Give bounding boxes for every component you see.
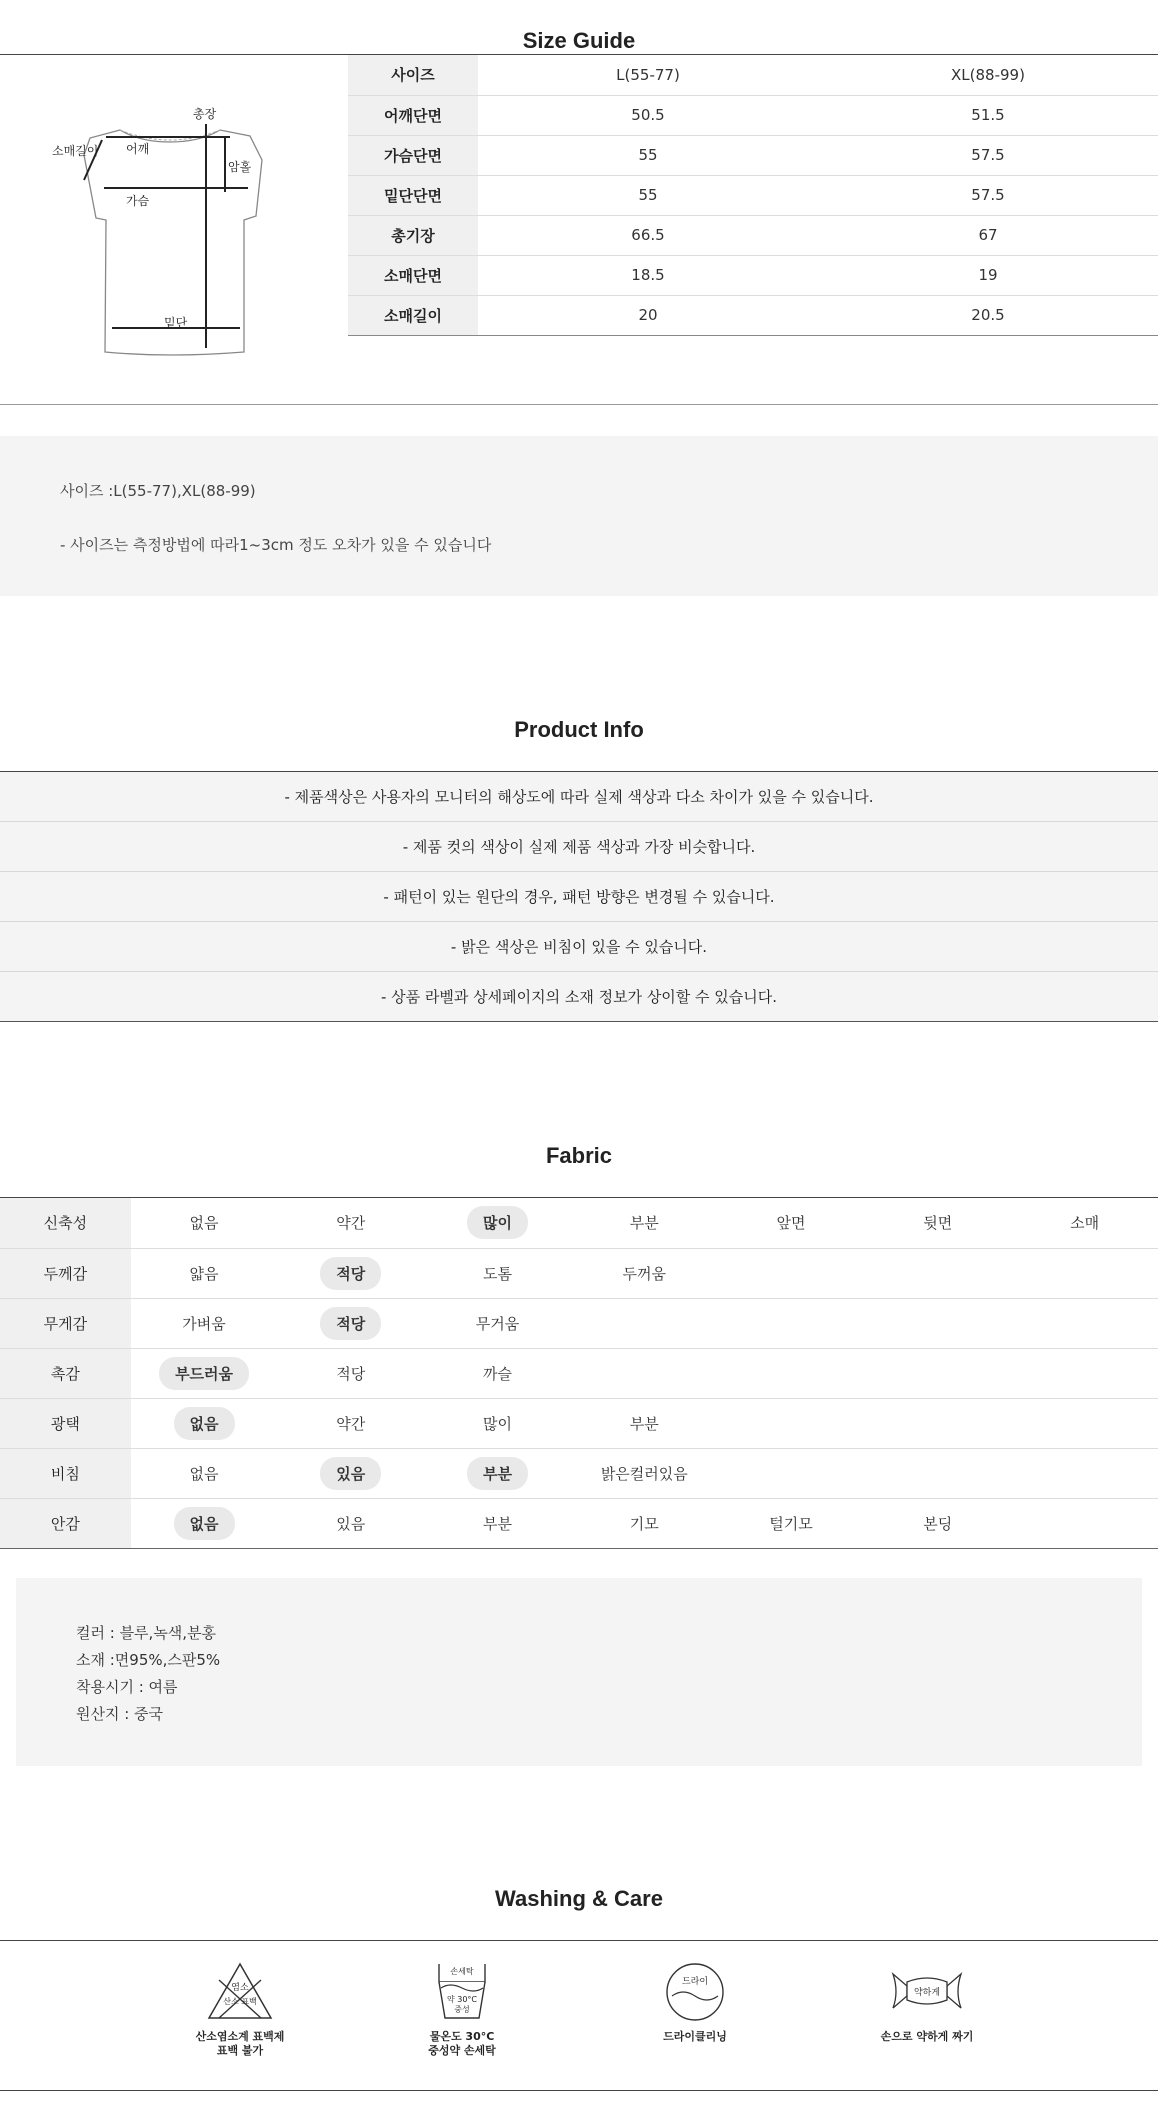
fabric-option-selected: 없음 bbox=[174, 1507, 235, 1540]
size-note: - 사이즈는 측정방법에 따라1~3cm 정도 오차가 있을 수 있습니다 bbox=[60, 536, 492, 554]
hand-wash-icon-text: 손세탁 bbox=[450, 1967, 474, 1976]
fabric-row bbox=[0, 1248, 1158, 1298]
fabric-option: 부분 bbox=[629, 1414, 659, 1433]
label-total-length: 총장 bbox=[193, 107, 217, 121]
fabric-option-cell bbox=[718, 1398, 865, 1448]
fabric-row bbox=[0, 1198, 1158, 1248]
table-row-label: 소매단면 bbox=[348, 255, 478, 295]
table-cell: 55 bbox=[478, 135, 818, 175]
fabric-row-label: 광택 bbox=[0, 1398, 131, 1448]
fabric-option-cell bbox=[1011, 1198, 1158, 1248]
table-row bbox=[348, 55, 1158, 95]
hand-wash-icon-text: 약 30°C bbox=[446, 1995, 478, 2004]
table-header-cell: XL(88-99) bbox=[818, 55, 1158, 95]
wash-label: 손으로 약하게 짜기 bbox=[880, 2030, 974, 2043]
fabric-option-cell bbox=[571, 1348, 718, 1398]
fabric-option: 부분 bbox=[629, 1214, 659, 1233]
table-cell: 18.5 bbox=[478, 255, 818, 295]
wash-item-hand-wash bbox=[382, 1960, 542, 2058]
washing-title: Washing & Care bbox=[495, 1886, 663, 1911]
fabric-option: 앞면 bbox=[776, 1214, 806, 1233]
fabric-row-label: 촉감 bbox=[0, 1348, 131, 1398]
product-info-line: - 밝은 색상은 비침이 있을 수 있습니다. bbox=[0, 922, 1158, 972]
fabric-option-cell bbox=[424, 1498, 571, 1548]
fabric-option-cell bbox=[277, 1448, 424, 1498]
fabric-option-cell bbox=[718, 1498, 865, 1548]
gentle-wring-icon-text: 약하게 bbox=[913, 1988, 941, 1998]
fabric-option-cell bbox=[864, 1248, 1011, 1298]
wash-item-dry-clean bbox=[615, 1960, 775, 2044]
fabric-option-cell bbox=[864, 1298, 1011, 1348]
fabric-option: 부분 bbox=[483, 1514, 513, 1533]
fabric-option-selected: 많이 bbox=[467, 1206, 528, 1239]
fabric-details-box bbox=[16, 1578, 1142, 1766]
fabric-option: 약간 bbox=[336, 1214, 366, 1233]
label-chest: 가슴 bbox=[126, 194, 150, 208]
table-row bbox=[348, 295, 1158, 335]
fabric-option-cell bbox=[424, 1298, 571, 1348]
wash-label: 물온도 30°C bbox=[429, 2030, 495, 2043]
fabric-option-cell bbox=[131, 1448, 278, 1498]
fabric-option: 적당 bbox=[336, 1364, 366, 1383]
fabric-option-cell bbox=[1011, 1498, 1158, 1548]
table-cell: 67 bbox=[818, 215, 1158, 255]
product-info-line: - 상품 라벨과 상세페이지의 소재 정보가 상이할 수 있습니다. bbox=[0, 972, 1158, 1022]
fabric-option-cell bbox=[424, 1448, 571, 1498]
table-cell: 55 bbox=[478, 175, 818, 215]
fabric-option: 얇음 bbox=[189, 1264, 219, 1283]
label-armhole: 암홀 bbox=[228, 160, 252, 174]
fabric-option-cell bbox=[277, 1248, 424, 1298]
fabric-option: 가벼움 bbox=[182, 1314, 226, 1333]
product-info-line: - 패턴이 있는 원단의 경우, 패턴 방향은 변경될 수 있습니다. bbox=[0, 872, 1158, 922]
product-info-line: - 제품 컷의 색상이 실제 제품 색상과 가장 비슷합니다. bbox=[0, 822, 1158, 872]
fabric-option: 기모 bbox=[629, 1514, 659, 1533]
fabric-option: 없음 bbox=[189, 1214, 219, 1233]
fabric-option-cell bbox=[571, 1198, 718, 1248]
hand-wash-icon-text: 중성 bbox=[454, 2005, 470, 2014]
label-sleeve-length: 소매길이 bbox=[52, 144, 99, 158]
fabric-option: 많이 bbox=[483, 1414, 513, 1433]
wash-label: 중성약 손세탁 bbox=[428, 2044, 496, 2057]
fabric-option-cell bbox=[571, 1498, 718, 1548]
no-bleach-icon-text: 염소 bbox=[231, 1983, 249, 1993]
table-cell: 57.5 bbox=[818, 175, 1158, 215]
fabric-detail: 착용시기 : 여름 bbox=[76, 1678, 178, 1696]
fabric-row-label: 신축성 bbox=[0, 1198, 131, 1248]
fabric-option-cell bbox=[864, 1448, 1011, 1498]
fabric-option-cell bbox=[277, 1398, 424, 1448]
table-cell: 51.5 bbox=[818, 95, 1158, 135]
fabric-table bbox=[0, 1198, 1158, 1549]
fabric-title: Fabric bbox=[545, 1143, 613, 1168]
fabric-option-cell bbox=[1011, 1298, 1158, 1348]
fabric-option-cell bbox=[718, 1248, 865, 1298]
table-cell: 20 bbox=[478, 295, 818, 335]
fabric-option: 무거움 bbox=[475, 1314, 520, 1333]
table-cell: 50.5 bbox=[478, 95, 818, 135]
fabric-option: 약간 bbox=[336, 1414, 366, 1433]
fabric-option-cell bbox=[1011, 1348, 1158, 1398]
no-bleach-icon bbox=[205, 1960, 275, 2022]
table-row-label: 총기장 bbox=[348, 215, 478, 255]
fabric-option: 까슬 bbox=[483, 1364, 513, 1383]
fabric-option-cell bbox=[1011, 1448, 1158, 1498]
wash-label: 드라이클리닝 bbox=[663, 2030, 727, 2043]
gentle-wring-icon bbox=[889, 1960, 965, 2022]
fabric-option-selected: 부드러움 bbox=[159, 1357, 249, 1390]
fabric-option-cell bbox=[864, 1348, 1011, 1398]
label-shoulder: 어깨 bbox=[126, 142, 150, 156]
fabric-option-cell bbox=[571, 1248, 718, 1298]
wash-item-gentle-wring bbox=[847, 1960, 1007, 2044]
wash-label: 산소염소계 표백제 bbox=[195, 2030, 285, 2043]
fabric-option-cell bbox=[277, 1198, 424, 1248]
divider bbox=[0, 1940, 1158, 1941]
fabric-option: 본딩 bbox=[923, 1514, 953, 1533]
fabric-row bbox=[0, 1448, 1158, 1498]
fabric-option-cell bbox=[571, 1298, 718, 1348]
fabric-option-cell bbox=[571, 1398, 718, 1448]
divider bbox=[0, 2090, 1158, 2091]
hand-wash-icon bbox=[427, 1960, 497, 2022]
table-header-cell: L(55-77) bbox=[478, 55, 818, 95]
fabric-row-label: 안감 bbox=[0, 1498, 131, 1548]
fabric-option-cell bbox=[131, 1198, 278, 1248]
size-guide-title: Size Guide bbox=[522, 28, 636, 53]
table-header-cell: 사이즈 bbox=[348, 55, 478, 95]
wash-label: 표백 불가 bbox=[216, 2044, 264, 2057]
fabric-option: 있음 bbox=[336, 1514, 366, 1533]
fabric-row bbox=[0, 1348, 1158, 1398]
fabric-option-cell bbox=[424, 1198, 571, 1248]
fabric-row bbox=[0, 1498, 1158, 1548]
fabric-option-cell bbox=[424, 1248, 571, 1298]
table-cell: 66.5 bbox=[478, 215, 818, 255]
table-row-label: 가슴단면 bbox=[348, 135, 478, 175]
fabric-option-selected: 있음 bbox=[320, 1457, 381, 1490]
fabric-row-label: 무게감 bbox=[0, 1298, 131, 1348]
fabric-option-cell bbox=[718, 1448, 865, 1498]
fabric-option-cell bbox=[277, 1498, 424, 1548]
fabric-option-selected: 적당 bbox=[320, 1307, 381, 1340]
divider bbox=[0, 404, 1158, 405]
no-bleach-icon-text: 산소 표백 bbox=[223, 1997, 257, 2006]
fabric-option-cell bbox=[571, 1448, 718, 1498]
table-row bbox=[348, 95, 1158, 135]
product-info-line: - 제품색상은 사용자의 모니터의 해상도에 따라 실제 색상과 다소 차이가 있을 수 있습니다. bbox=[0, 772, 1158, 822]
table-row-label: 밑단단면 bbox=[348, 175, 478, 215]
fabric-row bbox=[0, 1298, 1158, 1348]
wash-item-no-bleach bbox=[160, 1960, 320, 2058]
fabric-option: 없음 bbox=[189, 1464, 219, 1483]
fabric-option: 털기모 bbox=[769, 1514, 813, 1533]
fabric-option: 도톰 bbox=[483, 1264, 513, 1283]
fabric-option: 뒷면 bbox=[923, 1214, 953, 1233]
table-row bbox=[348, 215, 1158, 255]
product-info-title: Product Info bbox=[514, 717, 644, 742]
shirt-outline-icon bbox=[40, 100, 280, 360]
fabric-option-cell bbox=[718, 1348, 865, 1398]
size-table bbox=[348, 55, 1158, 336]
fabric-option-cell bbox=[277, 1298, 424, 1348]
fabric-option-cell bbox=[131, 1248, 278, 1298]
fabric-option-cell bbox=[1011, 1248, 1158, 1298]
dry-clean-icon-text: 드라이 bbox=[681, 1977, 709, 1987]
fabric-detail: 원산지 : 중국 bbox=[76, 1705, 164, 1723]
table-row bbox=[348, 255, 1158, 295]
table-cell: 57.5 bbox=[818, 135, 1158, 175]
fabric-option-cell bbox=[718, 1198, 865, 1248]
fabric-option-cell bbox=[131, 1298, 278, 1348]
fabric-option: 소매 bbox=[1070, 1214, 1100, 1233]
table-cell: 19 bbox=[818, 255, 1158, 295]
size-diagram bbox=[40, 100, 280, 360]
fabric-option-cell bbox=[864, 1198, 1011, 1248]
label-hem: 밑단 bbox=[164, 316, 188, 330]
fabric-option: 두꺼움 bbox=[622, 1264, 667, 1283]
fabric-row-label: 두께감 bbox=[0, 1248, 131, 1298]
fabric-row-label: 비침 bbox=[0, 1448, 131, 1498]
size-notes-box bbox=[0, 436, 1158, 596]
fabric-option-cell bbox=[864, 1398, 1011, 1448]
fabric-detail: 소재 :면95%,스판5% bbox=[76, 1651, 221, 1669]
fabric-option-selected: 적당 bbox=[320, 1257, 381, 1290]
fabric-option-cell bbox=[424, 1348, 571, 1398]
size-note: 사이즈 :L(55-77),XL(88-99) bbox=[60, 482, 256, 500]
fabric-option: 밝은컬러있음 bbox=[600, 1464, 688, 1483]
fabric-option-cell bbox=[864, 1498, 1011, 1548]
fabric-option-cell bbox=[131, 1498, 278, 1548]
table-row bbox=[348, 175, 1158, 215]
table-cell: 20.5 bbox=[818, 295, 1158, 335]
fabric-option-cell bbox=[718, 1298, 865, 1348]
table-row bbox=[348, 135, 1158, 175]
fabric-option-cell bbox=[277, 1348, 424, 1398]
fabric-option-selected: 없음 bbox=[174, 1407, 235, 1440]
fabric-row bbox=[0, 1398, 1158, 1448]
fabric-option-cell bbox=[131, 1348, 278, 1398]
fabric-option-cell bbox=[424, 1398, 571, 1448]
fabric-option-selected: 부분 bbox=[467, 1457, 528, 1490]
table-row-label: 소매길이 bbox=[348, 295, 478, 335]
dry-clean-icon bbox=[660, 1960, 730, 2022]
fabric-option-cell bbox=[131, 1398, 278, 1448]
table-row-label: 어깨단면 bbox=[348, 95, 478, 135]
fabric-option-cell bbox=[1011, 1398, 1158, 1448]
fabric-detail: 컬러 : 블루,녹색,분홍 bbox=[76, 1624, 217, 1642]
